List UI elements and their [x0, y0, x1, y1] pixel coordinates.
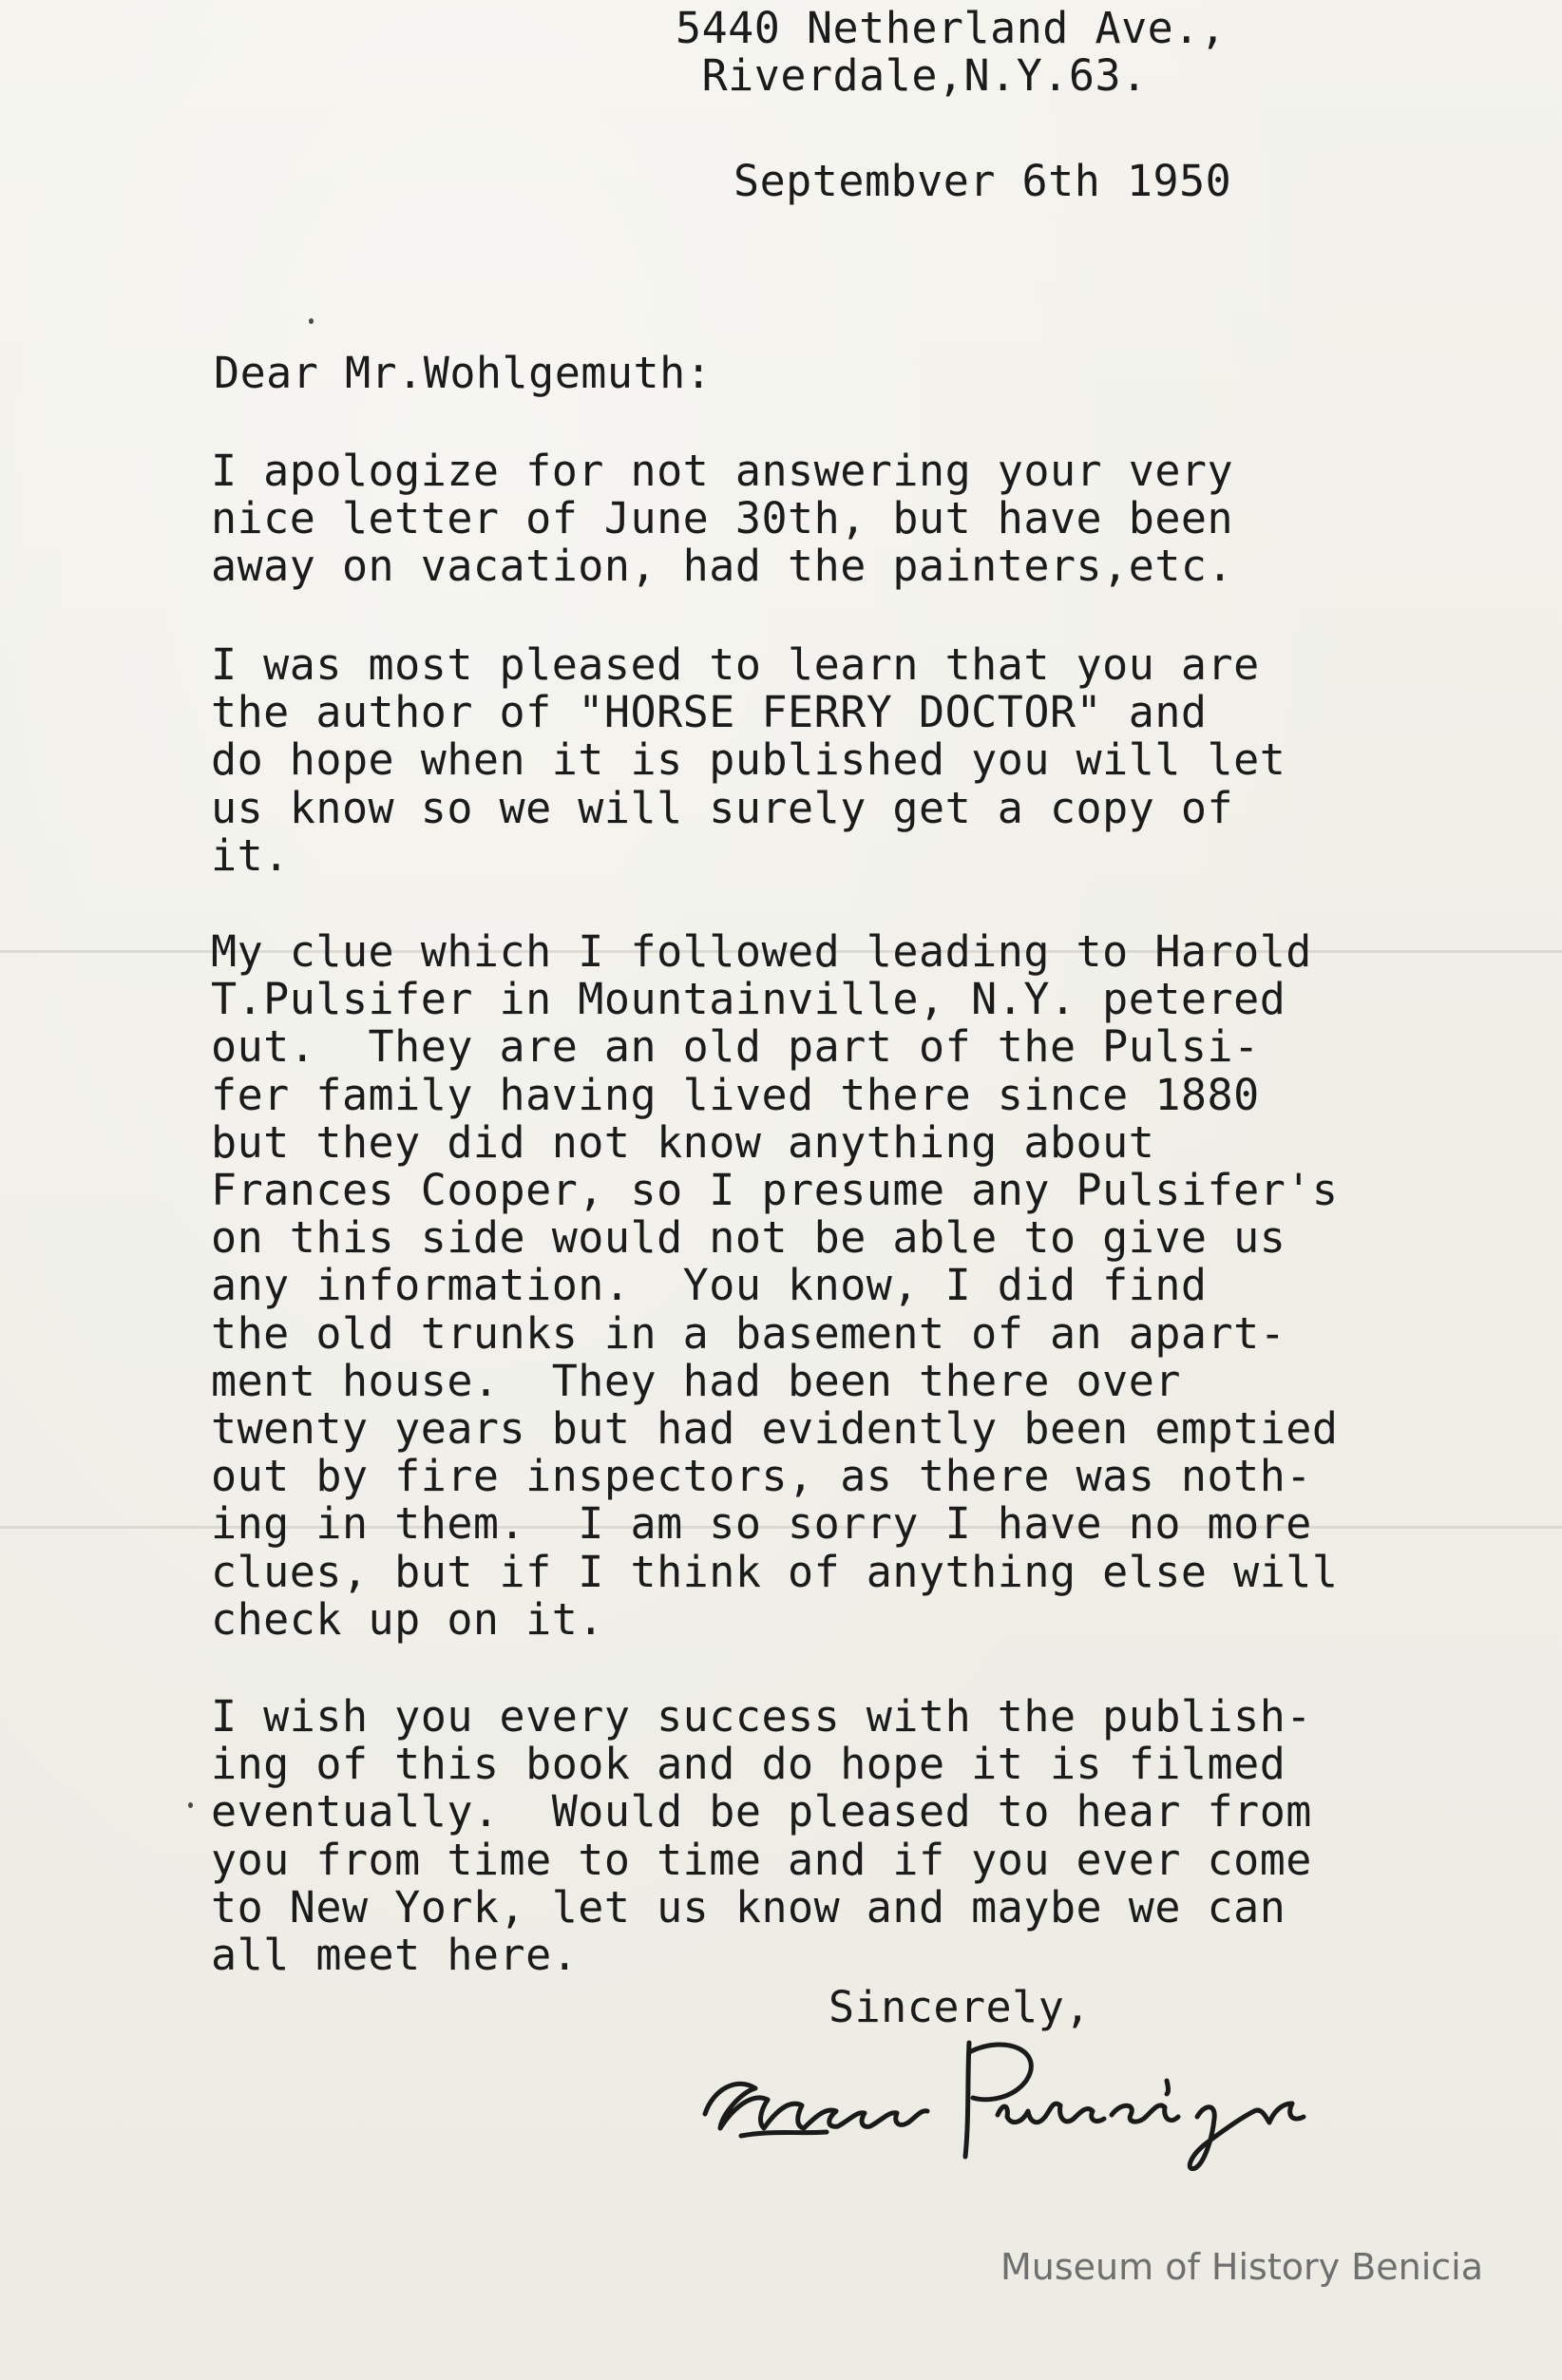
salutation: Dear Mr.Wohlgemuth: — [214, 348, 713, 398]
paragraph-1 — [211, 447, 1233, 591]
text-line: clues, but if I think of anything else will — [211, 1546, 1339, 1597]
handwritten-signature — [684, 2024, 1406, 2176]
text-line: My clue which I followed leading to Harold — [211, 926, 1312, 977]
ink-speck — [309, 318, 314, 324]
text-line: any information. You know, I did find — [211, 1260, 1208, 1311]
text-line: ing in them. I am so sorry I have no more — [211, 1498, 1312, 1550]
text-line: out by fire inspectors, as there was noth- — [211, 1451, 1312, 1502]
ink-speck — [188, 1802, 193, 1808]
text-line: the old trunks in a basement of an apart- — [211, 1307, 1286, 1359]
text-line: ing of this book and do hope it is filmed — [211, 1739, 1286, 1790]
text-line: on this side would not be able to give us — [211, 1212, 1286, 1264]
text-line: to New York, let us know and maybe we can — [211, 1881, 1286, 1933]
text-line: check up on it. — [211, 1593, 604, 1645]
text-line: the author of "HORSE FERRY DOCTOR" and — [211, 687, 1208, 738]
address-line-2: Riverdale,N.Y.63. — [701, 50, 1148, 102]
address-line-1: 5440 Netherland Ave., — [676, 3, 1227, 53]
paragraph-2 — [211, 641, 1286, 880]
text-line: eventually. Would be pleased to hear from — [211, 1786, 1312, 1837]
text-line: nice letter of June 30th, but have been — [211, 493, 1234, 544]
text-line: away on vacation, had the painters,etc. — [211, 541, 1234, 592]
text-line: us know so we will surely get a copy of — [211, 782, 1234, 833]
text-line: Frances Cooper, so I presume any Pulsifer's — [211, 1165, 1339, 1216]
museum-watermark: Museum of History Benicia — [1000, 2246, 1483, 2288]
text-line: ment house. They had been there over — [211, 1355, 1181, 1406]
text-line: but they did not know anything about — [211, 1116, 1155, 1168]
text-line: I apologize for not answering your very — [211, 446, 1234, 496]
text-line: do hope when it is published you will let — [211, 734, 1286, 786]
paragraph-3 — [211, 928, 1338, 1644]
letter-date: Septembver 6th 1950 — [733, 156, 1232, 206]
text-line: I wish you every success with the publish- — [211, 1691, 1312, 1742]
text-line: out. They are an old part of the Pulsi- — [211, 1021, 1260, 1073]
text-line: T.Pulsifer in Mountainville, N.Y. petered — [211, 974, 1286, 1025]
text-line: it. — [211, 829, 290, 881]
text-line: all meet here. — [211, 1930, 579, 1981]
sender-address — [676, 5, 1226, 100]
closing: Sincerely, — [829, 1982, 1091, 2032]
text-line: I was most pleased to learn that you are — [211, 639, 1260, 690]
text-line: twenty years but had evidently been emptied — [211, 1403, 1339, 1455]
text-line: you from time to time and if you ever come — [211, 1834, 1312, 1885]
paragraph-4 — [211, 1693, 1312, 1979]
text-line: fer family having lived there since 1880 — [211, 1069, 1260, 1120]
